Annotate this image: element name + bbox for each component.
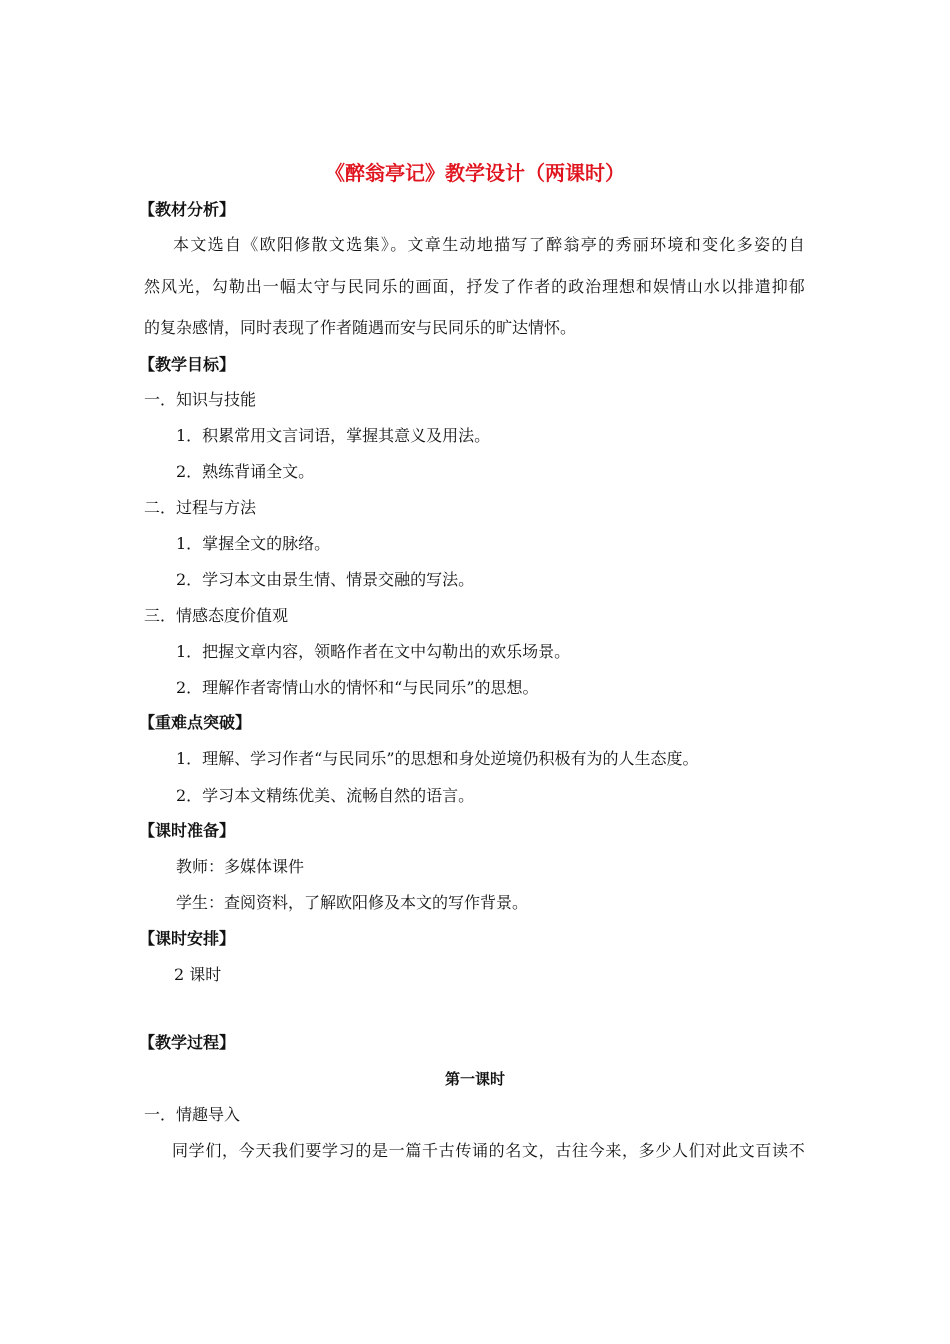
goal-item: 1．掌握全文的脉络。 [176,534,331,553]
lesson-title: 第一课时 [444,1070,505,1088]
analysis-paragraph-line: 然风光，勾勒出一幅太守与民同乐的画面，抒发了作者的政治理想和娱情山水以排遣抑郁 [144,277,805,296]
section-heading-analysis: 【教材分析】 [139,200,236,219]
goal-item: 2．学习本文由景生情、情景交融的写法。 [176,570,475,589]
intro-paragraph-line: 同学们，今天我们要学习的是一篇千古传诵的名文，古往今来，多少人们对此文百读不 [172,1141,805,1160]
preparation-item: 教师：多媒体课件 [176,857,305,876]
preparation-item: 学生：查阅资料，了解欧阳修及本文的写作背景。 [176,893,529,912]
key-point-item: 2．学习本文精练优美、流畅自然的语言。 [176,786,475,805]
goal-item: 2．熟练背诵全文。 [176,462,315,481]
goal-item: 1．积累常用文言词语，掌握其意义及用法。 [176,426,491,445]
document-title: 《醉翁亭记》教学设计（两课时） [325,161,625,185]
section-heading-key-points: 【重难点突破】 [139,713,252,732]
goal-group-label: 二．过程与方法 [144,498,257,517]
section-heading-preparation: 【课时准备】 [139,821,236,840]
goal-item: 1．把握文章内容，领略作者在文中勾勒出的欢乐场景。 [176,642,571,661]
goal-group-label: 一．知识与技能 [144,390,257,409]
process-step-label: 一．情趣导入 [144,1105,241,1124]
section-heading-goals: 【教学目标】 [139,355,236,374]
key-point-item: 1．理解、学习作者“与民同乐”的思想和身处逆境仍积极有为的人生态度。 [176,749,699,768]
goal-item: 2．理解作者寄情山水的情怀和“与民同乐”的思想。 [176,678,539,697]
schedule-value: 2 课时 [174,965,222,984]
analysis-paragraph-line: 本文选自《欧阳修散文选集》。文章生动地描写了醉翁亭的秀丽环境和变化多姿的自 [173,235,805,254]
section-heading-process: 【教学过程】 [139,1033,236,1052]
analysis-paragraph-line: 的复杂感情，同时表现了作者随遇而安与民同乐的旷达情怀。 [144,318,577,337]
section-heading-schedule: 【课时安排】 [139,929,236,948]
goal-group-label: 三．情感态度价值观 [144,606,289,625]
